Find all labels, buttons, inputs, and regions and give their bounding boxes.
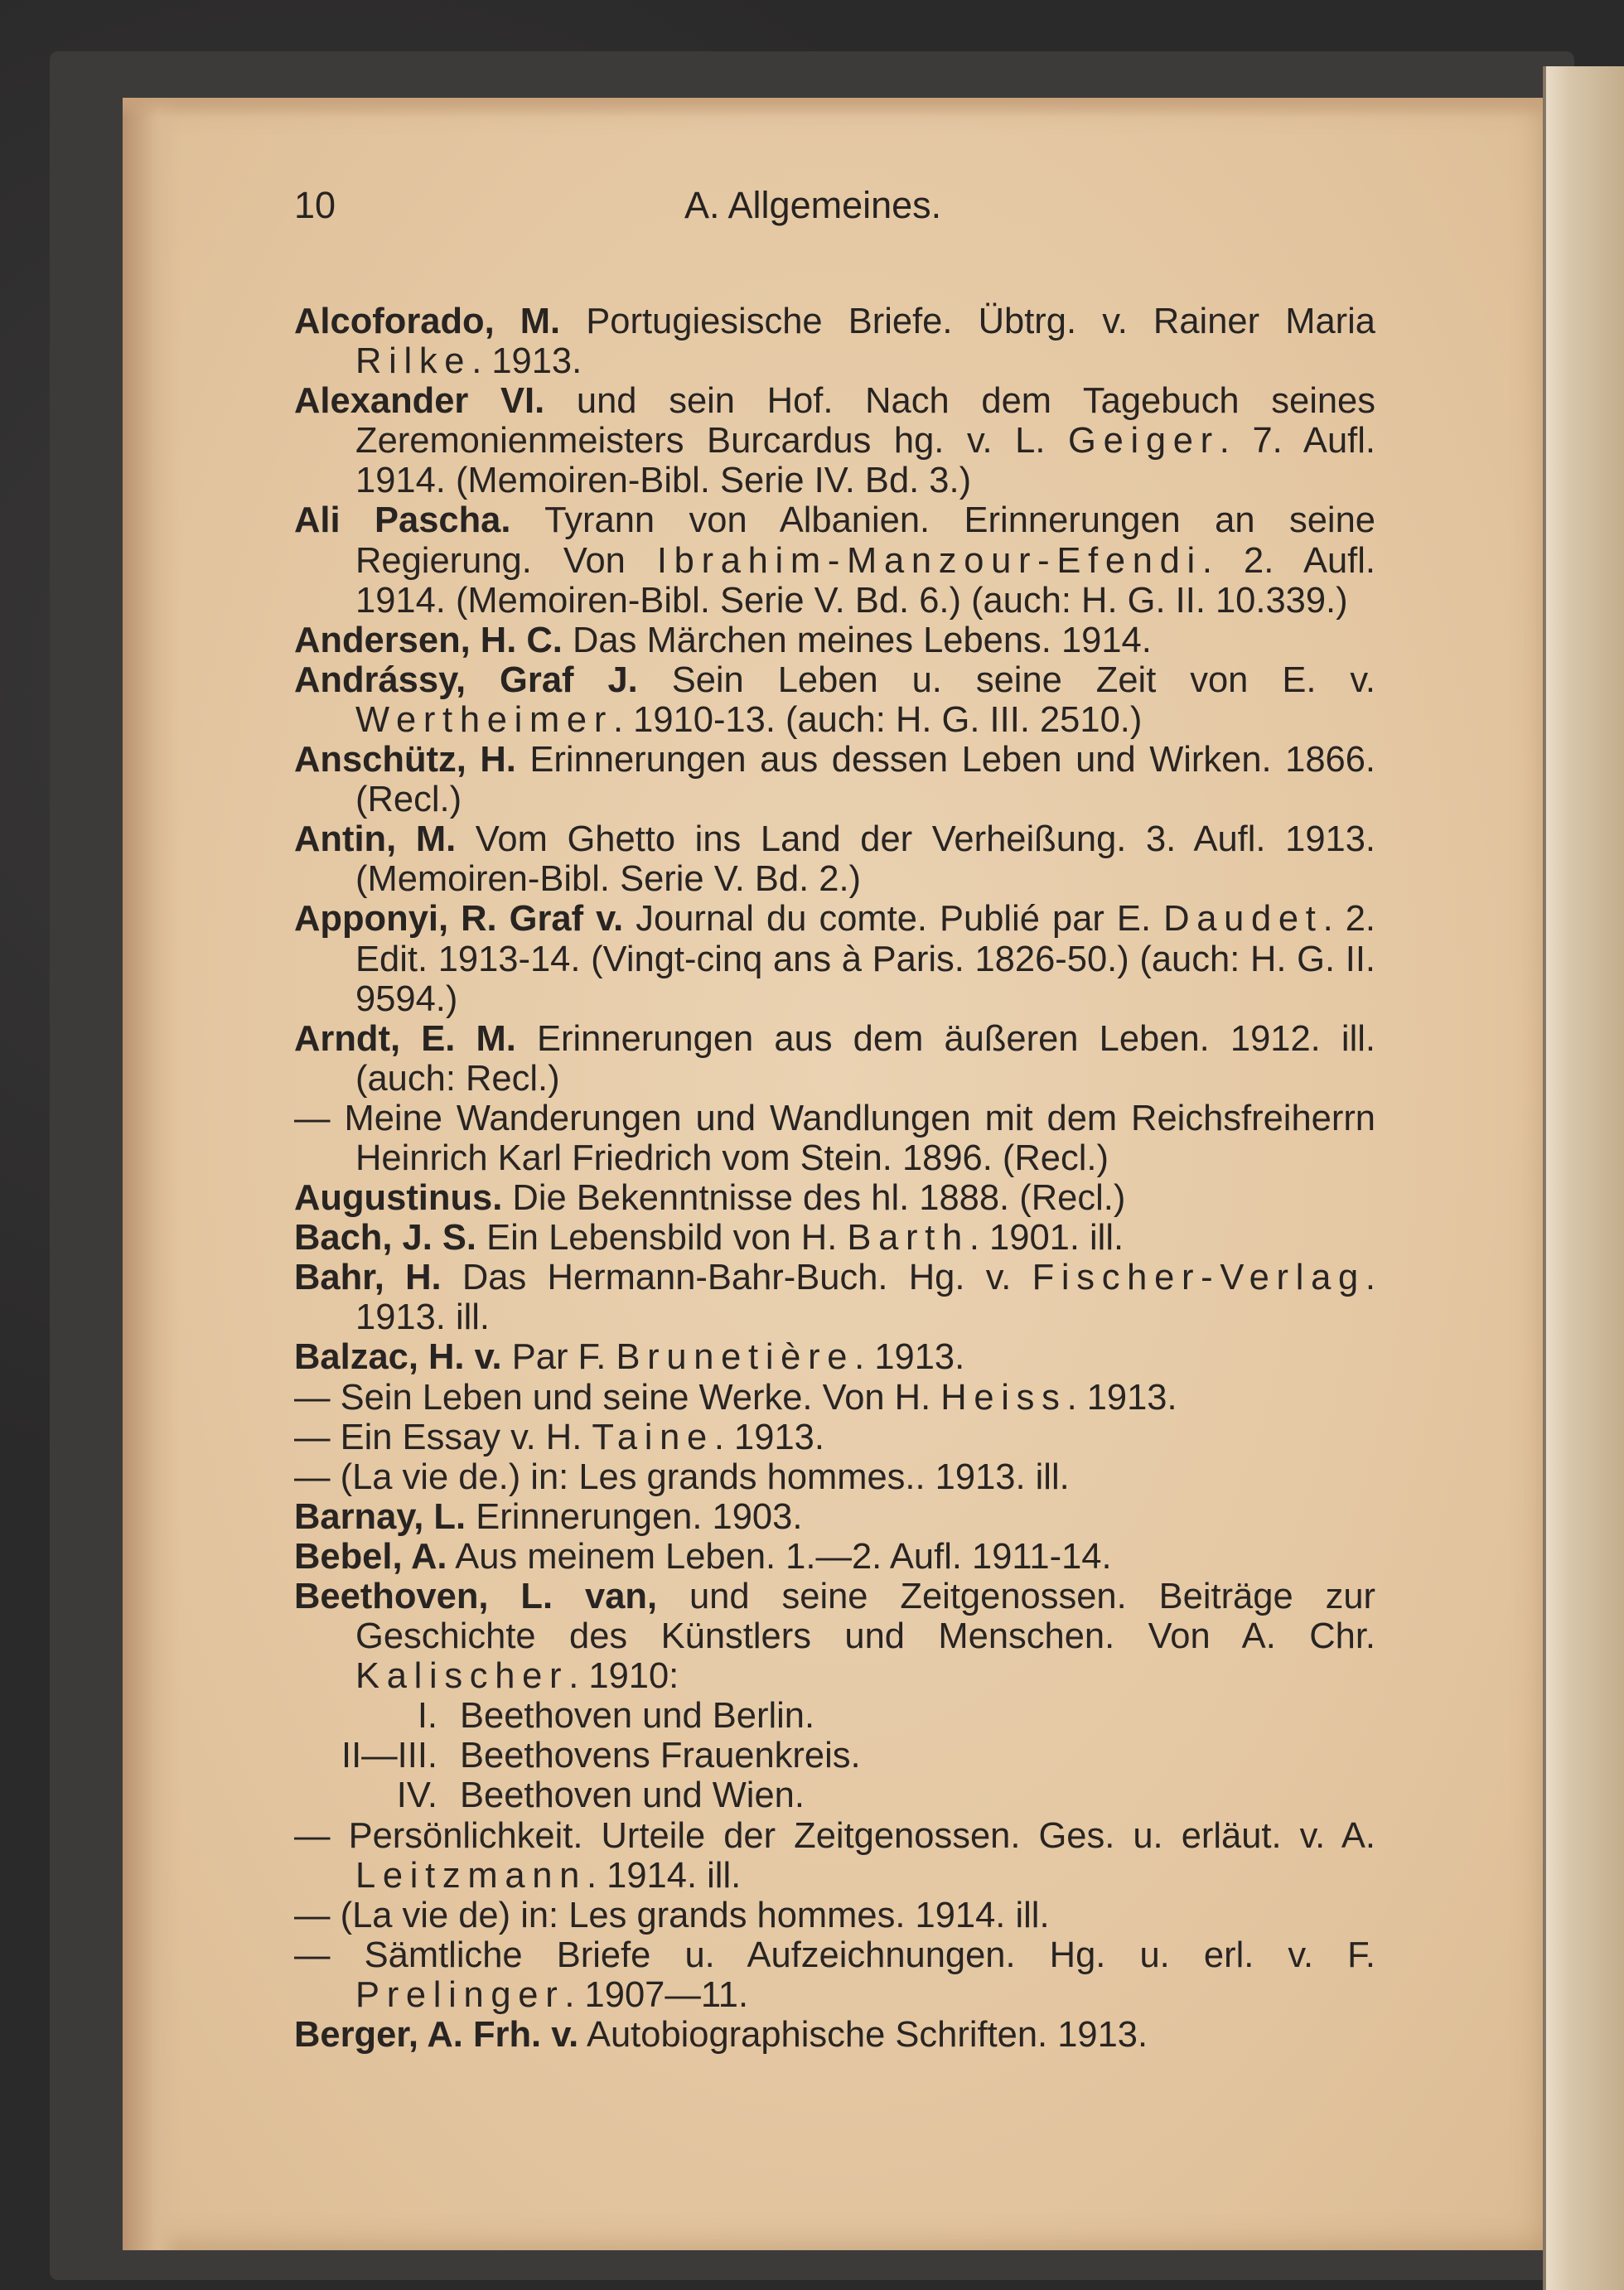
page-number: 10 <box>294 184 336 226</box>
entry-text: Das Hermann-Bahr-Buch. Hg. v. <box>462 1258 1012 1298</box>
entry-text-after: . 1913. <box>713 1417 824 1457</box>
bibliography-entry <box>294 302 1375 381</box>
continuation-dash: — <box>294 1098 331 1138</box>
entry-author: Barnay, L. <box>294 1496 466 1537</box>
section-title: A. Allgemeines. <box>684 184 942 226</box>
entry-author: Alexander VI. <box>294 381 545 422</box>
entry-text: Portugiesische Briefe. Übtrg. v. Rainer Maria <box>586 302 1375 341</box>
bibliography-entry <box>294 1935 1375 2015</box>
entry-author: Bebel, A. <box>294 1536 447 1577</box>
volume-title: Beethoven und Berlin. <box>460 1696 815 1737</box>
entry-spaced-name: Prelinger <box>355 1974 565 2015</box>
bibliography-list <box>294 302 1375 2055</box>
bibliography-entry <box>294 1258 1375 1337</box>
continuation-dash: — <box>294 1815 331 1856</box>
entry-text-after: . 1910-13. (auch: H. G. III. 2510.) <box>613 699 1143 740</box>
entry-author: Andersen, H. C. <box>294 620 563 660</box>
bibliography-entry <box>294 819 1375 899</box>
entry-author: Ali Pascha. <box>294 500 511 541</box>
entry-author: Beethoven, L. van, <box>294 1577 658 1616</box>
volume-row <box>294 1696 1375 1736</box>
entry-text: Sämtliche Briefe u. Aufzeichnungen. Hg. u. erl. v. F. <box>364 1935 1375 1975</box>
entry-text: Par F. <box>511 1337 607 1378</box>
entry-spaced-name: Ibrahim-Manzour-Efendi <box>656 540 1202 581</box>
volume-row <box>294 1736 1375 1775</box>
adjacent-page-edge <box>1546 66 1624 2290</box>
continuation-dash: — <box>294 1935 331 1975</box>
entry-text: Tyrann von Albanien. Erinnerungen an seine Regierung. Von <box>355 500 1375 581</box>
entry-author: Balzac, H. v. <box>294 1337 502 1378</box>
entry-text: Journal du comte. Publié par E. <box>636 899 1152 940</box>
entry-text-after: . 2. Aufl. 1914. (Memoiren-Bibl. Serie V. Bd. 6.) (auch: H. G. II. 10.339.) <box>355 540 1375 621</box>
entry-text: Vom Ghetto ins Land der Verheißung. 3. Aufl. 1913. (Memoiren-Bibl. Serie V. Bd. 2.) <box>355 819 1375 900</box>
bibliography-entry <box>294 1457 1375 1497</box>
entry-spaced-name: Fischer-Verlag <box>1032 1258 1365 1298</box>
entry-spaced-name: Daudet <box>1163 899 1323 940</box>
bibliography-entry <box>294 1896 1375 1935</box>
entry-author: Bach, J. S. <box>294 1218 477 1259</box>
entry-text: Erinnerungen aus dem äußeren Leben. 1912. ill. (auch: Recl.) <box>355 1018 1376 1099</box>
bibliography-entry <box>294 1497 1375 1537</box>
bibliography-entry <box>294 1019 1375 1099</box>
entry-author: Apponyi, R. Graf v. <box>294 899 624 940</box>
entry-author: Arndt, E. M. <box>294 1018 516 1059</box>
entry-author: Alcoforado, M. <box>294 302 561 341</box>
entry-spaced-name: Taine <box>592 1417 714 1457</box>
entry-spaced-name: Geiger <box>1068 421 1220 461</box>
bibliography-entry <box>294 381 1375 500</box>
entry-text-after: . 1907—11. <box>564 1974 749 2015</box>
entry-text: Ein Lebensbild von H. <box>486 1218 838 1259</box>
bibliography-entry <box>294 621 1375 660</box>
entry-author: Anschütz, H. <box>294 740 516 780</box>
bibliography-entry <box>294 1537 1375 1577</box>
entry-text: Autobiographische Schriften. 1913. <box>586 2015 1148 2056</box>
entry-author: Bahr, H. <box>294 1258 442 1298</box>
entry-text-after: . 7. Aufl. 1914. (Memoiren-Bibl. Serie IV. Bd. 3.) <box>355 421 1375 501</box>
entry-spaced-name: Rilke <box>355 341 472 382</box>
bibliography-entry <box>294 500 1375 620</box>
bibliography-entry <box>294 1337 1375 1377</box>
bibliography-entry <box>294 1099 1375 1178</box>
bibliography-entry <box>294 660 1375 740</box>
bibliography-entry <box>294 2015 1375 2055</box>
entry-text: Erinnerungen. 1903. <box>476 1496 803 1537</box>
bibliography-entry <box>294 1378 1375 1418</box>
entry-text-after: . 1913. ill. <box>355 1258 1375 1338</box>
bibliography-entry <box>294 1218 1375 1258</box>
entry-text: Persönlichkeit. Urteile der Zeitgenossen. Ges. u. erläut. v. A. <box>348 1815 1375 1856</box>
volume-title: Beethoven und Wien. <box>460 1775 805 1816</box>
entry-author: Andrássy, Graf J. <box>294 659 638 700</box>
entry-spaced-name: Kalischer <box>355 1656 569 1697</box>
entry-text-after: . 1901. ill. <box>969 1218 1124 1259</box>
volume-number: I. <box>417 1696 437 1737</box>
bibliography-entry <box>294 1178 1375 1218</box>
entry-text: (La vie de.) in: Les grands hommes.. 1913. ill. <box>340 1457 1070 1497</box>
continuation-dash: — <box>294 1377 331 1418</box>
volume-number: IV. <box>396 1775 437 1816</box>
entry-text-after: . 1910: <box>568 1656 679 1697</box>
continuation-dash: — <box>294 1457 331 1497</box>
bibliography-entry <box>294 1418 1375 1457</box>
entry-text: Die Bekenntnisse des hl. 1888. (Recl.) <box>512 1178 1126 1219</box>
entry-text: Sein Leben und seine Werke. Von H. <box>340 1377 931 1418</box>
entry-text-after: . 1913. <box>1066 1377 1177 1418</box>
entry-spaced-name: Brunetière <box>616 1337 855 1378</box>
entry-text: und sein Hof. Nach dem Tagebuch seines Zeremonienmeisters Burcardus hg. v. L. <box>355 381 1375 461</box>
bibliography-entry <box>294 740 1375 819</box>
page-stack-edge <box>123 98 181 2250</box>
entry-text: und seine Zeitgenossen. Beiträge zur Geschichte des Künstlers und Menschen. Von A. Chr. <box>355 1577 1375 1657</box>
entry-text-after: . 1914. ill. <box>587 1855 742 1896</box>
bibliography-entry <box>294 1816 1375 1896</box>
continuation-dash: — <box>294 1895 331 1935</box>
entry-text: Aus meinem Leben. 1.—2. Aufl. 1911-14. <box>455 1536 1112 1577</box>
entry-text: Ein Essay v. H. <box>340 1417 582 1457</box>
entry-author: Augustinus. <box>294 1178 503 1219</box>
bibliography-entry <box>294 1577 1375 1696</box>
volume-number: II—III. <box>341 1736 437 1776</box>
entry-spaced-name: Leitzmann <box>355 1855 587 1896</box>
entry-spaced-name: Heiss <box>940 1377 1067 1418</box>
volume-title: Beethovens Frauenkreis. <box>460 1736 861 1776</box>
entry-text: Das Märchen meines Lebens. 1914. <box>573 620 1152 660</box>
entry-author: Antin, M. <box>294 819 457 860</box>
entry-text: Sein Leben u. seine Zeit von E. v. <box>671 659 1375 700</box>
entry-text-after: . 1913. <box>471 341 582 382</box>
entry-spaced-name: Barth <box>847 1218 969 1259</box>
entry-spaced-name: Wertheimer <box>355 699 613 740</box>
page-top-edge <box>123 98 1546 118</box>
entry-text-after: . 2. Edit. 1913-14. (Vingt-cinq ans à Paris. 1826-50.) (auch: H. G. II. 9594.) <box>355 899 1375 1019</box>
bibliography-entry <box>294 899 1375 1018</box>
entry-text-after: . 1913. <box>854 1337 965 1378</box>
entry-text: Meine Wanderungen und Wandlungen mit dem Reichsfreiherrn Heinrich Karl Friedrich vom Stein. 1896. (Recl.) <box>344 1098 1375 1178</box>
entry-author: Berger, A. Frh. v. <box>294 2015 579 2056</box>
entry-text: Erinnerungen aus dessen Leben und Wirken. 1866. (Recl.) <box>355 740 1376 820</box>
volume-row <box>294 1775 1375 1815</box>
entry-text: (La vie de) in: Les grands hommes. 1914. ill. <box>340 1895 1050 1935</box>
continuation-dash: — <box>294 1417 331 1457</box>
